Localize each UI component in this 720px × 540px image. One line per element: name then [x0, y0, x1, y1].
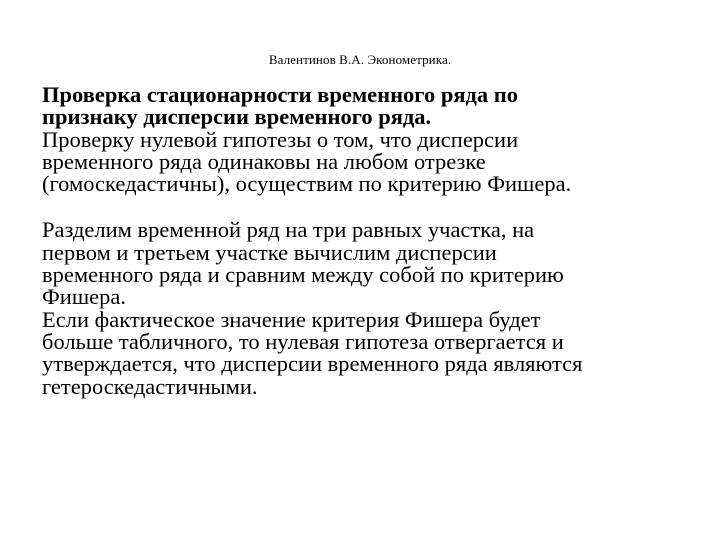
title-line: Проверка стационарности временного ряда по — [42, 82, 518, 107]
text-line: Если фактическое значение критерия Фишера будет — [42, 306, 541, 332]
text-line: (гомоскедастичны), осуществим по критерию Фишера. — [42, 171, 572, 197]
text-line: Проверку нулевой гипотезы о том, что дисперсии — [42, 126, 519, 152]
text-line: Разделим временной ряд на три равных участка, на — [42, 217, 535, 243]
text-line: временного ряда и сравним между собой по критерию — [42, 262, 564, 288]
text-line: первом и третьем участке вычислим дисперсии — [42, 239, 497, 265]
text-line: больше табличного, то нулевая гипотеза отвергается и — [42, 328, 564, 354]
section-title — [42, 84, 682, 129]
text-line: временного ряда одинаковы на любом отрезке — [42, 148, 486, 174]
slide-header: Валентинов В.А. Эконометрика. — [268, 52, 452, 67]
slide-body — [42, 84, 682, 398]
text-line: Фишера. — [42, 284, 126, 310]
text-line: утверждается, что дисперсии временного ряда являются — [42, 351, 583, 377]
method-paragraph — [42, 219, 682, 397]
title-line: признаку дисперсии временного ряда. — [42, 104, 432, 130]
paragraph-gap — [42, 195, 682, 219]
text-line: гетероскедастичными. — [42, 373, 258, 399]
intro-paragraph — [42, 126, 682, 197]
